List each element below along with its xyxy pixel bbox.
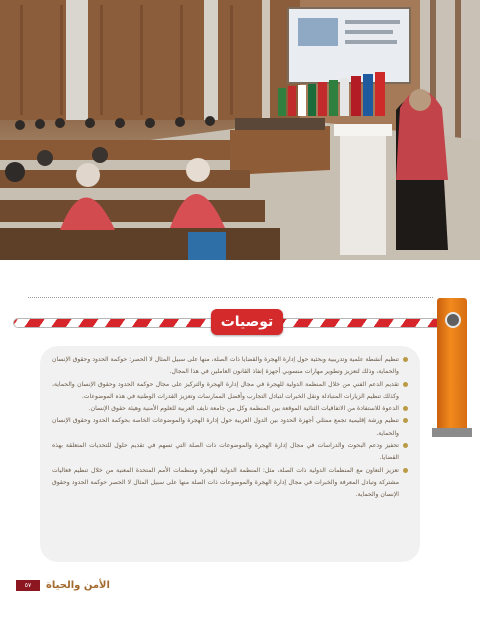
bullet-dot-icon: [403, 357, 408, 362]
recommendations-list: [52, 354, 408, 502]
page-number: ٥٧: [16, 580, 40, 591]
conference-photo: [0, 0, 480, 260]
recommendation-text: تقديم الدعم الفني من خلال المنظمة الدولية للهجرة في مجال إدارة الهجرة والتركيز على مجال حوكمة الحدود وحقوق الإنسان والحماية، وكذلك تنظيم الزيارات المتبادلة ونقل الخبرات لتبادل التجارب وأفضل الممارسات وتعزيز القدرات الوطنية في هذه الموضوعات.: [52, 380, 399, 400]
conference-scene-illustration: [0, 0, 480, 260]
recommendation-item: [52, 379, 408, 404]
recommendations-box: [40, 346, 420, 562]
section-title-badge: توصيات: [211, 309, 283, 335]
barrier-base: [432, 428, 472, 437]
bullet-dot-icon: [403, 406, 408, 411]
recommendation-item: [52, 354, 408, 379]
bullet-dot-icon: [403, 468, 408, 473]
recommendation-item: [52, 415, 408, 440]
recommendation-text: تنظيم ورشة إقليمية تجمع ممثلي أجهزة الحدود بين الدول العربية حول إدارة الهجرة والموضوعات الخاصة بحوكمة الحدود وحقوق الإنسان والحماية.: [52, 417, 399, 437]
recommendation-text: تحفيز ودعم البحوث والدراسات في مجال إدارة الهجرة والموضوعات ذات الصلة التي تسهم في تقديم حلول للتحديات المتعلقة بهذه القضايا.: [52, 442, 399, 462]
page-footer: [16, 577, 110, 593]
recommendation-text: الدعوة للاستفادة من الاتفاقيات الثنائية الموقعة بين المنظمة وكل من جامعة نايف العربية للعلوم الأمنية وهيئة حقوق الإنسان.: [88, 405, 399, 413]
bullet-dot-icon: [403, 382, 408, 387]
divider-dotted-line: [28, 297, 433, 298]
magazine-brand: الأمن والحياة: [46, 579, 110, 591]
recommendation-text: تنظيم أنشطة علمية وتدريبية وبحثية حول إدارة الهجرة والقضايا ذات الصلة، منها على سبيل المثال لا الحصر: حوكمة الحدود وحقوق الإنسان والحماية، وذلك لتعزيز وتطوير مهارات منسوبي أجهزة إنفاذ القانون العاملين في هذا المجال.: [52, 356, 399, 376]
recommendation-item: [52, 403, 408, 415]
recommendation-item: [52, 440, 408, 465]
recommendation-item: [52, 465, 408, 502]
recommendation-text: تعزيز التعاون مع المنظمات الدولية ذات الصلة، مثل: المنظمة الدولية للهجرة ومنظمات الأمم المتحدة المعنية من خلال تنظيم فعاليات مشتركة وتبادل المعرفة والخبرات في مجال إدارة الهجرة والموضوعات ذات الصلة منها على سبيل المثال لا الحصر حوكمة الحدود وحقوق الإنسان والحماية.: [52, 466, 399, 499]
bullet-dot-icon: [403, 443, 408, 448]
barrier-pivot-icon: [445, 312, 461, 328]
bullet-dot-icon: [403, 418, 408, 423]
